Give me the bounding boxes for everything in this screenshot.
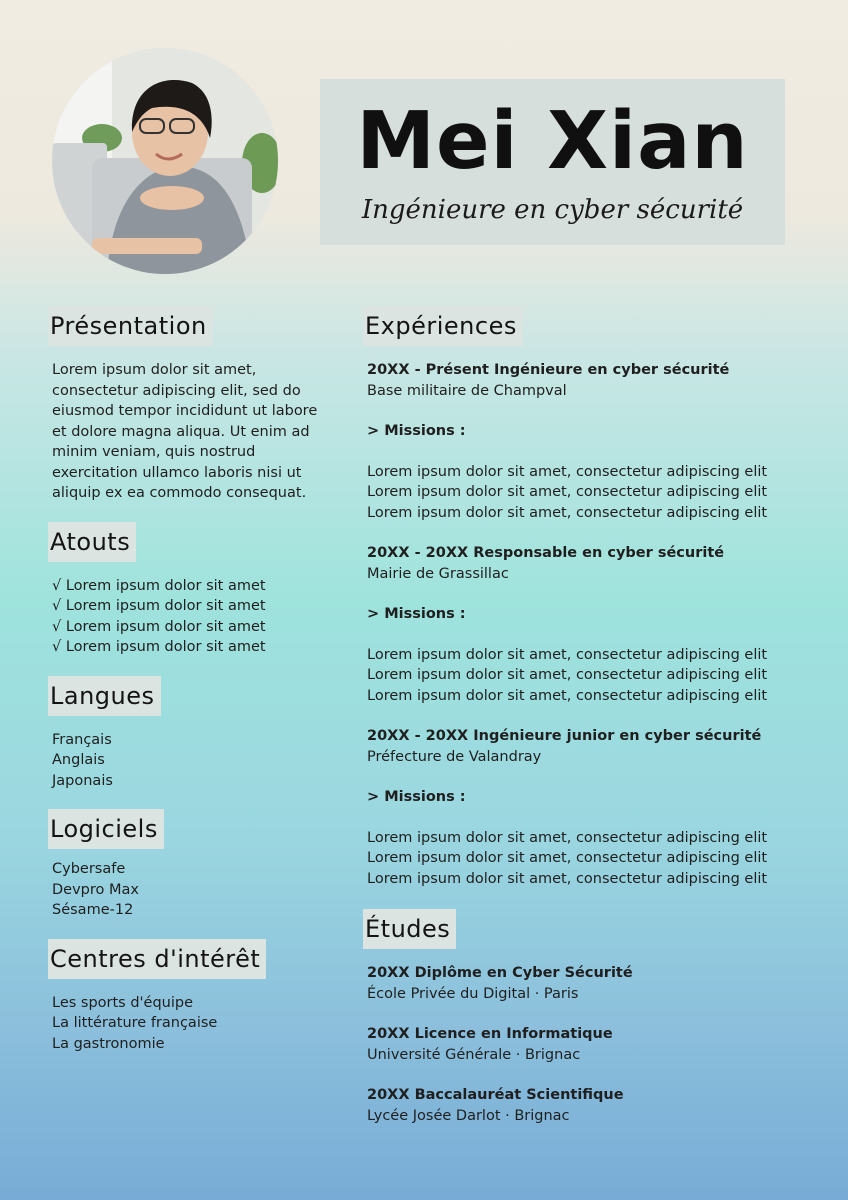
- atout-item: √ Lorem ipsum dolor sit amet: [52, 598, 266, 614]
- mission-line: Lorem ipsum dolor sit amet, consectetur adipiscing elit: [367, 850, 768, 866]
- langue-item: Japonais: [52, 772, 113, 789]
- etude-item: [367, 1024, 827, 1065]
- interets-list: [52, 993, 342, 1055]
- presentation-line: et dolore magna aliqua. Ut enim ad: [52, 423, 310, 440]
- atouts-list: [52, 576, 342, 658]
- heading-experiences: Expériences: [363, 306, 523, 346]
- etude-place: Lycée Josée Darlot · Brignac: [367, 1107, 570, 1124]
- langues-list: [52, 730, 342, 792]
- section-experiences: [367, 306, 827, 889]
- experience-item: [367, 543, 827, 706]
- heading-langues: Langues: [48, 676, 161, 716]
- logiciel-item: Devpro Max: [52, 881, 139, 898]
- name-header: [320, 79, 785, 245]
- etude-place: École Privée du Digital · Paris: [367, 985, 579, 1002]
- section-logiciels: [52, 809, 342, 921]
- experience-item: [367, 360, 827, 523]
- missions-label: > Missions :: [367, 789, 466, 805]
- mission-line: Lorem ipsum dolor sit amet, consectetur adipiscing elit: [367, 646, 768, 663]
- mission-line: Lorem ipsum dolor sit amet, consectetur adipiscing elit: [367, 829, 768, 846]
- mission-line: Lorem ipsum dolor sit amet, consectetur adipiscing elit: [367, 870, 768, 887]
- mission-line: Lorem ipsum dolor sit amet, consectetur adipiscing elit: [367, 667, 768, 683]
- presentation-line: Lorem ipsum dolor sit amet,: [52, 362, 257, 378]
- mission-line: Lorem ipsum dolor sit amet, consectetur adipiscing elit: [367, 463, 768, 480]
- etude-title: 20XX Baccalauréat Scientifique: [367, 1087, 624, 1103]
- atout-item: √ Lorem ipsum dolor sit amet: [52, 639, 266, 655]
- heading-etudes: Études: [363, 909, 456, 949]
- experience-title: 20XX - 20XX Responsable en cyber sécurité: [367, 545, 725, 561]
- left-column: [52, 306, 342, 1054]
- logiciel-item: Sésame-12: [52, 902, 134, 918]
- section-atouts: [52, 522, 342, 658]
- etude-title: 20XX Diplôme en Cyber Sécurité: [367, 965, 633, 981]
- experience-title: 20XX - Présent Ingénieure en cyber sécurité: [367, 362, 730, 378]
- section-presentation: [52, 306, 342, 504]
- etude-item: [367, 963, 827, 1004]
- logiciel-item: Cybersafe: [52, 861, 126, 877]
- right-column: [367, 306, 827, 1126]
- experience-item: [367, 726, 827, 889]
- interet-item: La littérature française: [52, 1015, 218, 1031]
- presentation-line: minim veniam, quis nostrud: [52, 444, 256, 460]
- interet-item: La gastronomie: [52, 1035, 165, 1052]
- missions-label: > Missions :: [367, 606, 466, 622]
- experience-place: Base militaire de Champval: [367, 382, 567, 399]
- etude-title: 20XX Licence en Informatique: [367, 1026, 613, 1042]
- missions-label: > Missions :: [367, 423, 466, 439]
- logiciels-list: [52, 859, 342, 921]
- section-etudes: [367, 909, 827, 1126]
- heading-presentation: Présentation: [48, 306, 213, 346]
- presentation-line: consectetur adipiscing elit, sed do: [52, 382, 301, 399]
- mission-line: Lorem ipsum dolor sit amet, consectetur adipiscing elit: [367, 484, 768, 500]
- mission-line: Lorem ipsum dolor sit amet, consectetur adipiscing elit: [367, 687, 768, 704]
- etude-item: [367, 1085, 827, 1126]
- atout-item: √ Lorem ipsum dolor sit amet: [52, 618, 266, 635]
- presentation-line: aliquip ex ea commodo consequat.: [52, 485, 307, 501]
- experience-title: 20XX - 20XX Ingénieure junior en cyber sécurité: [367, 728, 762, 744]
- experience-place: Préfecture de Valandray: [367, 748, 542, 765]
- atout-item: √ Lorem ipsum dolor sit amet: [52, 577, 266, 594]
- presentation-line: eiusmod tempor incididunt ut labore: [52, 403, 318, 419]
- person-name: Mei Xian: [356, 95, 749, 187]
- langue-item: Anglais: [52, 752, 105, 768]
- section-interets: [52, 939, 342, 1055]
- mission-line: Lorem ipsum dolor sit amet, consectetur adipiscing elit: [367, 504, 768, 521]
- interet-item: Les sports d'équipe: [52, 994, 194, 1011]
- heading-logiciels: Logiciels: [48, 809, 164, 849]
- langue-item: Français: [52, 731, 112, 748]
- heading-interets: Centres d'intérêt: [48, 939, 266, 979]
- heading-atouts: Atouts: [48, 522, 136, 562]
- etude-place: Université Générale · Brignac: [367, 1046, 581, 1063]
- presentation-line: exercitation ullamco laboris nisi ut: [52, 464, 302, 481]
- profile-photo: [52, 48, 278, 274]
- experience-place: Mairie de Grassillac: [367, 565, 509, 582]
- presentation-text: [52, 360, 342, 504]
- job-title: Ingénieure en cyber sécurité: [361, 195, 744, 225]
- section-langues: [52, 676, 342, 792]
